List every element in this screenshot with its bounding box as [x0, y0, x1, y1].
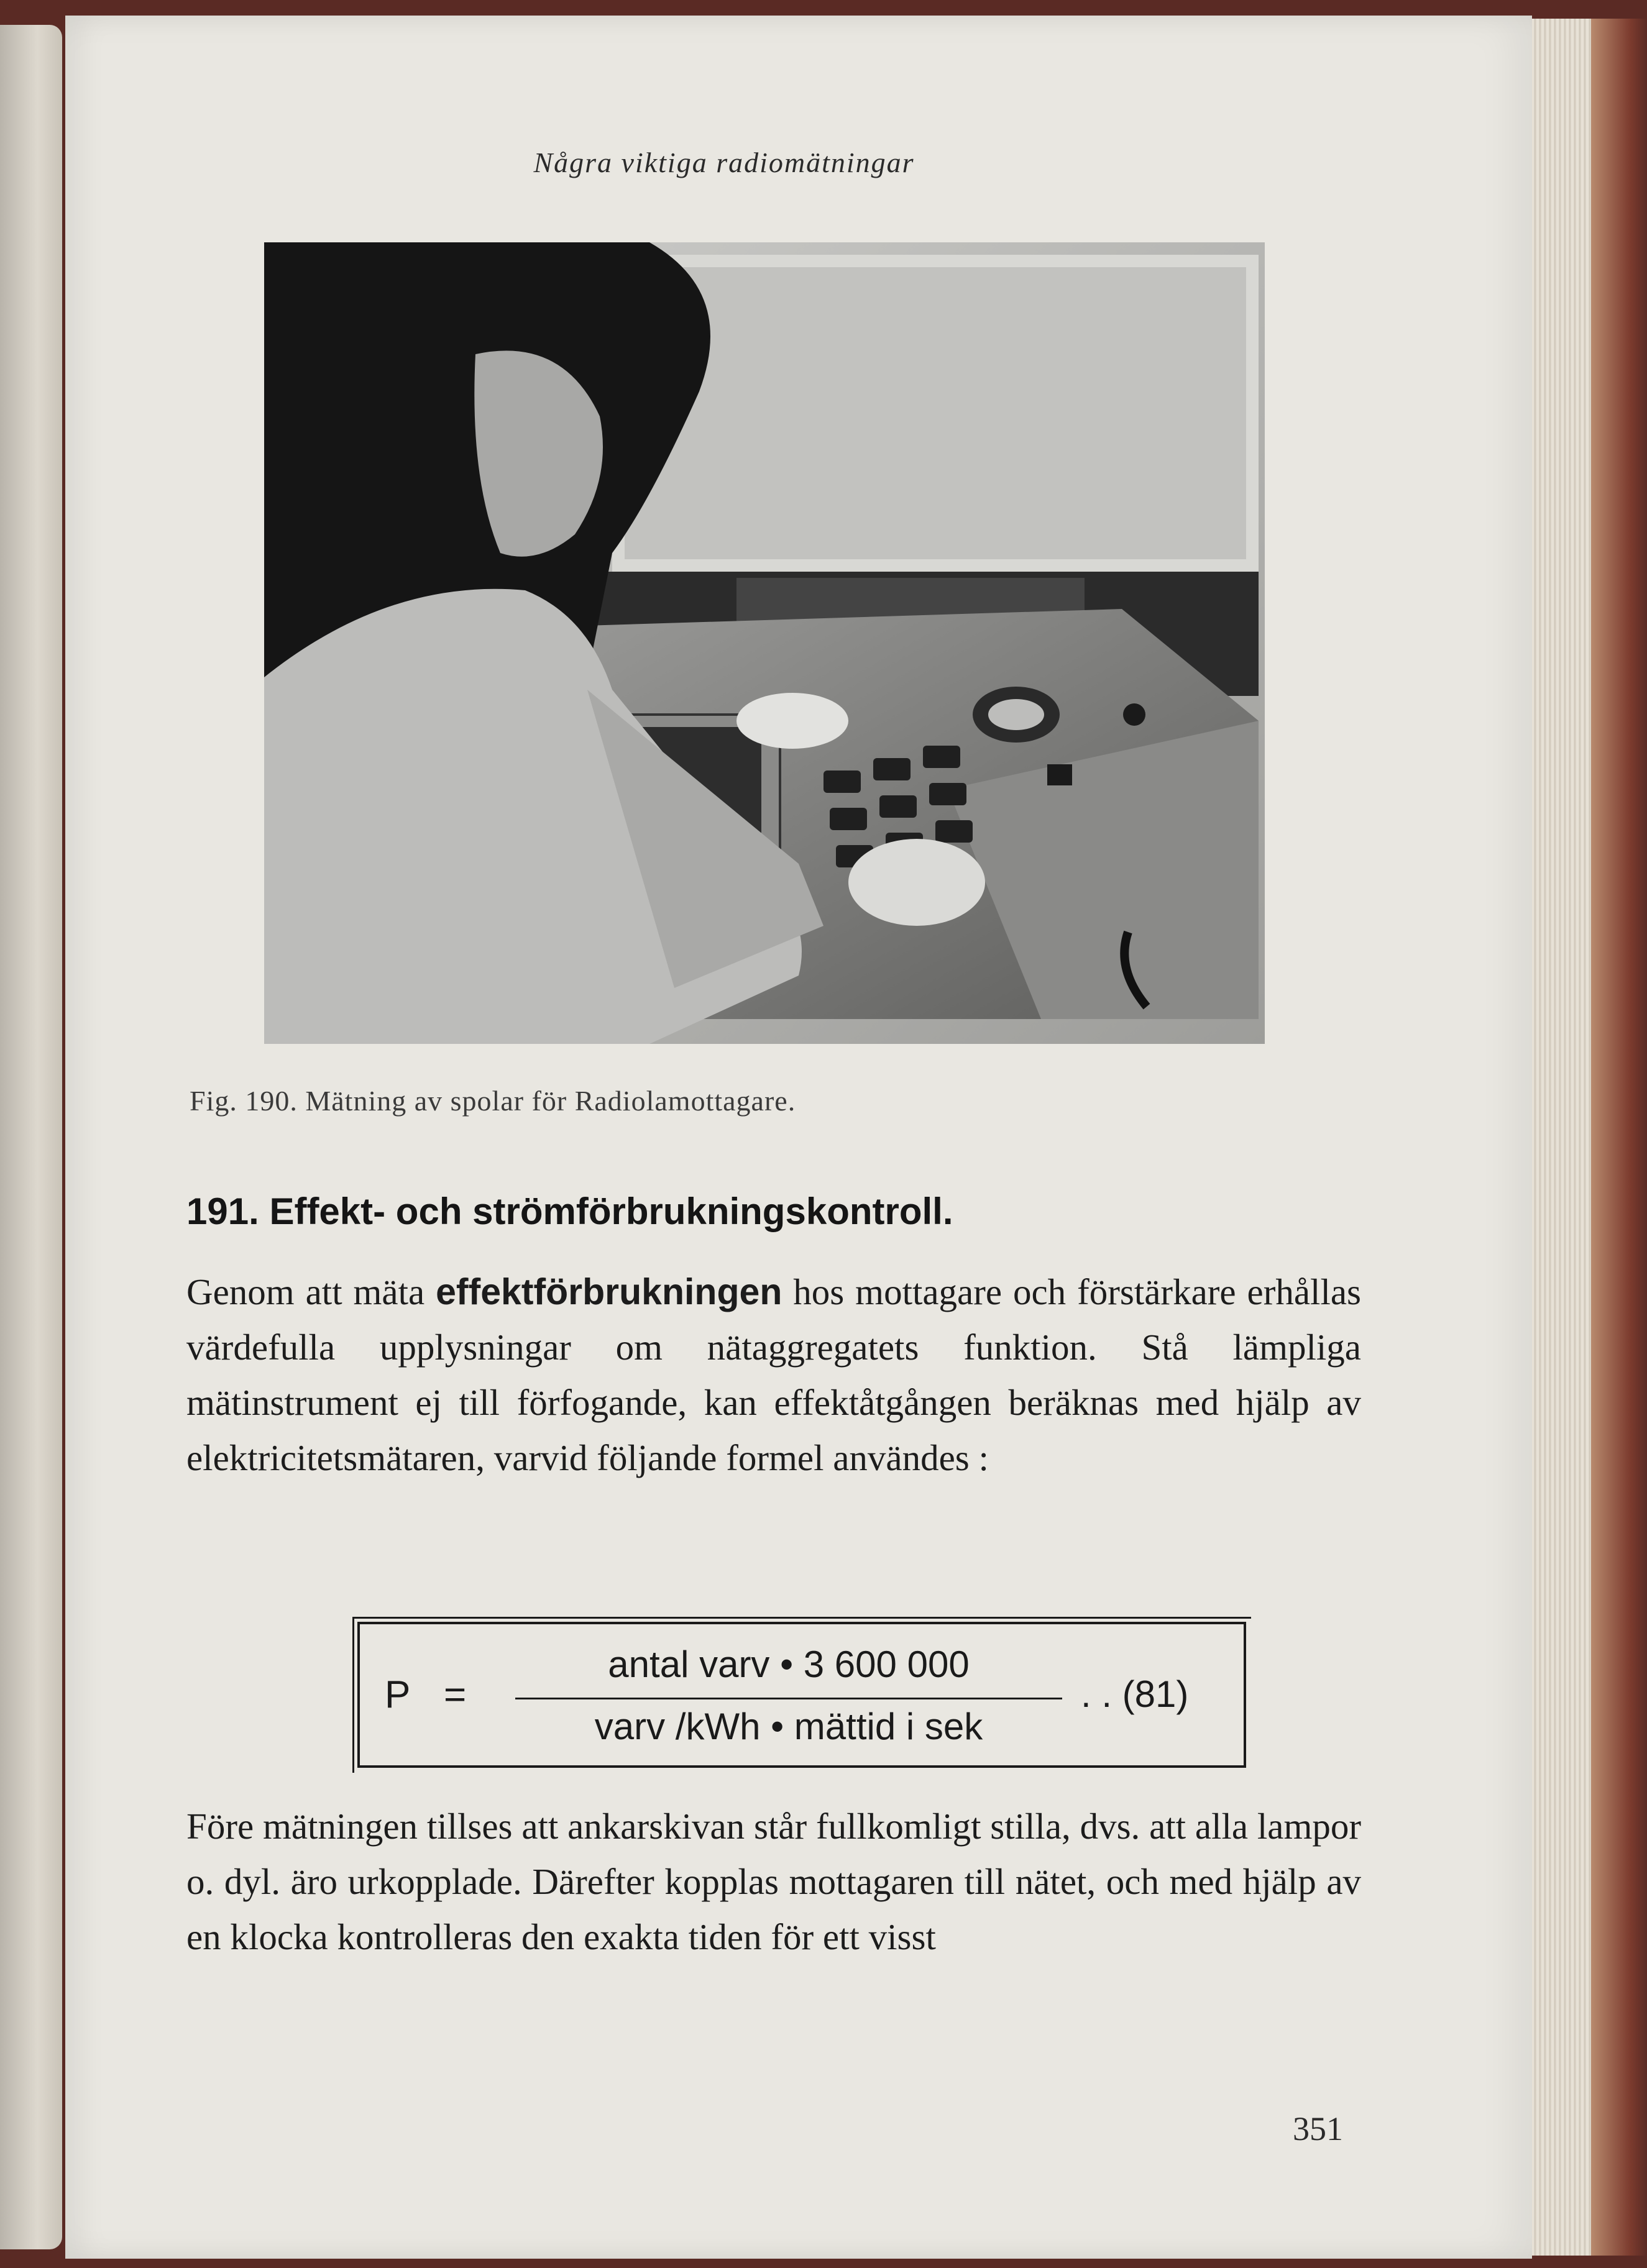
paragraph-procedure: Före mätningen tillses att ankarskivan står fullkomligt stilla, dvs. att alla lampor o. dyl. äro urkopplade. Därefter kopplas mottagaren till nätet, och med hjälp av en klocka kontrolleras den exakta tiden för ett visst	[186, 1806, 1361, 1957]
formula-equals: =	[444, 1673, 467, 1716]
figure-photo	[264, 242, 1265, 1044]
paragraph-intro-rest: hos mottagare och förstärkare erhållas värdefulla upplysningar om nätaggregatets funktion. Stå lämpliga mätinstrument ej till förfogande, kan effektåtgången beräknas med hjälp av elektricitetsmätaren, varvid följande formel användes :	[186, 1271, 1361, 1478]
formula-numerator: antal varv • 3 600 000	[608, 1644, 970, 1685]
facing-page-edge	[0, 25, 62, 2249]
formula-denominator: varv /kWh • mättid i sek	[594, 1706, 983, 1747]
book-cover-edge	[1591, 19, 1647, 2256]
paragraph-intro-start: Genom att mäta	[186, 1271, 436, 1312]
formula-box	[357, 1622, 1246, 1768]
paragraph-intro	[186, 1264, 1361, 1486]
formula-lhs: P	[385, 1673, 411, 1716]
figure-caption: Fig. 190. Mätning av spolar för Radiolamottagare.	[190, 1085, 796, 1117]
page-number: 351	[1293, 2110, 1343, 2147]
paragraph-intro-bold-term: effektförbrukningen	[436, 1271, 782, 1312]
running-head: Några viktiga radiomätningar	[533, 147, 915, 178]
book-page	[65, 16, 1532, 2259]
formula-reference: . . (81)	[1081, 1673, 1189, 1715]
formula-fraction-bar	[515, 1698, 1062, 1699]
photo-illustration	[264, 242, 1265, 1044]
section-heading: 191. Effekt- och strömförbrukningskontroll.	[186, 1191, 953, 1232]
